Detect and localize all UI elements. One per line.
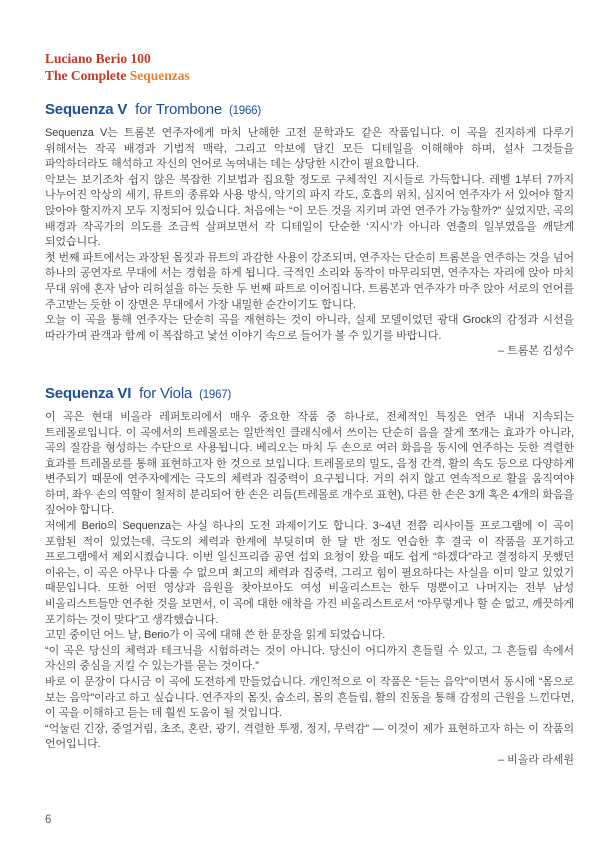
sequenza-v-paragraph-1: Sequenza V는 트롬본 연주자에게 마치 난해한 고전 문학과도 같은 작품입니다. 이 곡을 진지하게 다루기 위해서는 작곡 배경과 기법적 맥락, 그리고 악보에 담긴 모든 디테일을 이해해야 하며, 설사 그것들을 파악하더라도 해석하고 자신의 언어로 녹여내는 데는 상당한 시간이 필요합니다.: [45, 127, 574, 171]
section-sequenza-vi: [45, 384, 574, 769]
sequenza-vi-paragraph-1: 이 곡은 현대 비올라 레퍼토리에서 매우 중요한 작품 중 하나로, 전체적인 특징은 연주 내내 지속되는 트레몰로입니다. 이 곡에서의 트레몰로는 일반적인 클래식에서 쓰이는 단순히 음을 잘게 쪼개는 효과가 아니라, 곡의 질감을 형성하는 수단으로 사용됩니다. 베리오는 마치 두 손으로 여러 화음을 동시에 연주하는 듯한 격렬한 효과를 트레몰로를 통해 표현하고자 한 것으로 보입니다. 트레몰로의 밀도, 음정 간격, 활의 속도 등으로 다양하게 변주되기 때문에 연주자에게는 극도의 체력과 집중력이 요구됩니다. 거의 쉬지 않고 연속적으로 활을 움직여야 하며, 좌우 손의 역할이 철저히 분리되어 한 손은 리듬(트레몰로 개수로 표현), 다른 한 손은 3개 혹은 4개의 화음을 짚어야 합니다.: [45, 410, 574, 517]
sequenza-v-paragraph-3: 첫 번째 파트에서는 과장된 몸짓과 뮤트의 과감한 사용이 강조되며, 연주자는 단순히 트롬본을 연주하는 것을 넘어 하나의 공연자로 무대에 서는 경험을 하게 됩니다. 극적인 소리와 동작이 마무리되면, 연주자는 자리에 앉아 마치 무대 위에 혼자 남아 리허설을 하는 듯한 두 번째 파트로 이어집니다. 트롬본과 연주자가 마주 앉아 서로의 언어를 주고받는 듯한 이 장면은 무대에서 가장 내밀한 순간이기도 합니다.: [45, 251, 574, 311]
sequenza-vi-heading: [45, 384, 574, 405]
series-subtitle-accent: Sequenzas: [129, 68, 190, 83]
sequenza-vi-signature: – 비올라 라세원: [498, 753, 574, 766]
series-subtitle-main: The Complete: [45, 68, 127, 83]
piece-title: Sequenza VI: [45, 384, 132, 402]
sequenza-vi-paragraph-6: “억눌린 긴장, 중얼거림, 초조, 혼란, 광기, 격렬한 투쟁, 정지, 무력감” — 이것이 제가 표현하고자 하는 이 작품의 언어입니다.: [45, 722, 574, 751]
sequenza-vi-paragraph-5: 바로 이 문장이 다시금 이 곡에 도전하게 만들었습니다. 개인적으로 이 작품은 “듣는 음악”이면서 동시에 “몸으로 보는 음악”이라고 하고 싶습니다. 연주자의 몸짓, 숨소리, 몸의 흔들림, 활의 진동을 통해 감정의 근원을 느낀다면, 이 곡을 이해하고 듣는 데 훨씬 도움이 될 것입니다.: [45, 676, 574, 720]
sequenza-vi-paragraph-3: 고민 중이던 어느 날, Berio가 이 곡에 대해 쓴 한 문장을 읽게 되었습니다.: [45, 629, 386, 642]
sequenza-v-paragraph-4: 오늘 이 곡을 통해 연주자는 단순히 곡을 재현하는 것이 아니라, 실제 모델이었던 광대 Grock의 감정과 시선을 따라가며 관객과 함께 이 복잡하고 낯선 이야기 속으로 들어가 볼 수 있기를 바랍니다.: [45, 314, 574, 342]
piece-year: (1966): [228, 105, 261, 117]
sequenza-v-signature: – 트롬본 김성수: [498, 345, 574, 358]
sequenza-v-paragraph-2: 악보는 보기조차 쉽지 않은 복잡한 기보법과 집요할 정도로 구체적인 지시들로 가득합니다. 레벨 1부터 7까지 나누어진 악상의 세기, 뮤트의 종류와 사용 방식, 악기의 파지 각도, 호흡의 위치, 심지어 연주자가 서 있어야 할지 앉아야 할지까지 모두 지정되어 있습니다. 처음에는 “이 모든 것을 지키며 과연 연주가 가능할까?” 싶었지만, 곡의 배경과 작곡가의 의도를 조금씩 살펴보면서 각 디테일이 단순한 ‘지시’가 아니라 연출의 일부였음을 깨닫게 되었습니다.: [45, 173, 574, 249]
section-sequenza-v: [45, 100, 574, 360]
piece-title: Sequenza V: [45, 101, 128, 118]
sequenza-v-heading: [45, 100, 574, 121]
page-number: 6: [45, 814, 52, 826]
sequenza-vi-paragraph-2: 저에게 Berio의 Sequenza는 사실 하나의 도전 과제이기도 합니다. 3~4년 전쯤 리사이틀 프로그램에 이 곡이 포함된 적이 있었는데, 극도의 체력과 한계에 부딪히며 한 달 반 정도 연습한 후 결국 이 작품을 포기하고 프로그램에서 제외시켰습니다. 이번 일신프리즘 공연 섭외 요청이 왔을 때도 쉽게 “하겠다”라고 결정하지 못했던 이유는, 이 곡은 아무나 다룰 수 없으며 최고의 체력과 집중력, 그리고 힘이 필요하다는 사실을 이미 알고 있었기 때문입니다. 또한 어떤 영상과 음원을 찾아보아도 여성 비올리스트는 한두 명뿐이고 나머지는 전부 남성 비올리스트들만 연주한 것을 보면서, 이 곡에 대한 애착을 가진 비올리스트로서 “아무렇게나 할 순 없고, 깨끗하게 포기하는 것이 맞다”고 생각했습니다.: [45, 520, 574, 626]
series-subtitle: [45, 67, 574, 84]
series-title: Luciano Berio 100: [45, 51, 151, 66]
piece-instrument: for Viola: [139, 384, 193, 402]
piece-year: (1967): [199, 388, 232, 401]
series-header: [45, 50, 574, 84]
piece-instrument: for Trombone: [135, 101, 222, 118]
sequenza-vi-paragraph-4: “이 곡은 당신의 체력과 테크닉을 시험하려는 것이 아니다. 당신이 어디까지 흔들릴 수 있고, 그 흔들림 속에서 자신의 중심을 지킬 수 있는가를 묻는 것이다.”: [45, 644, 574, 673]
